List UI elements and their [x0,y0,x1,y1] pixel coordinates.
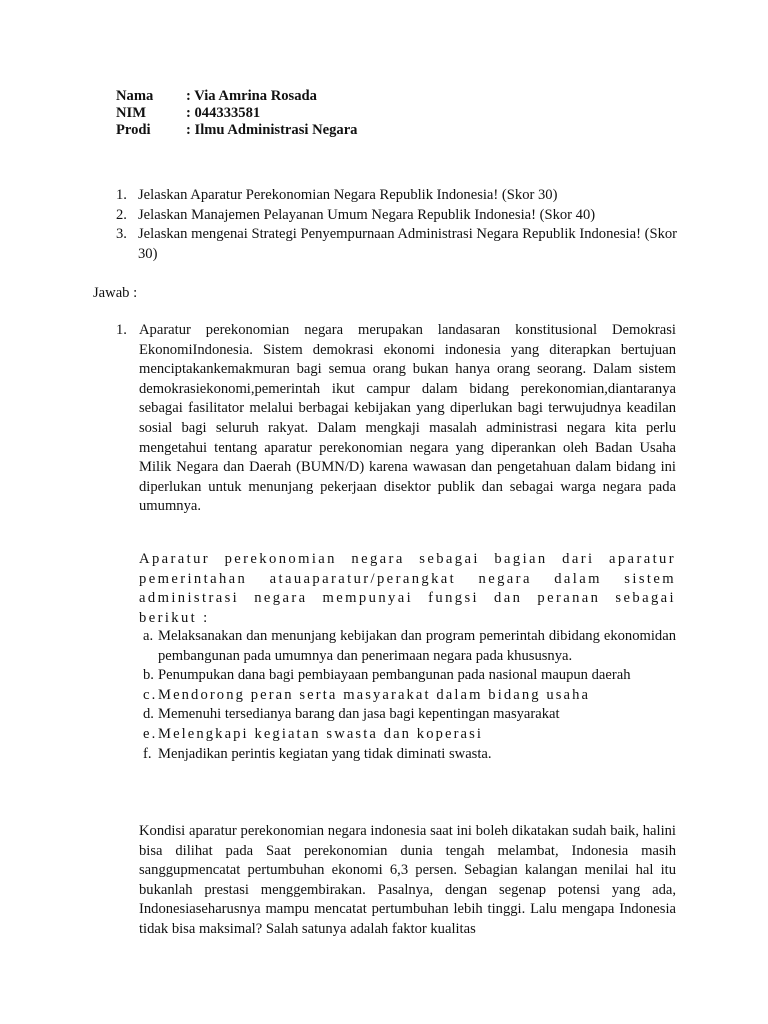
item-letter: c. [143,686,158,703]
nama-value: : Via Amrina Rosada [186,88,317,104]
function-item-e [139,725,676,745]
question-text: Jelaskan mengenai Strategi Penyempurnaan Administrasi Negara Republik Indonesia! (Skor 30) [138,226,678,262]
answer-paragraph-2: Aparatur perekonomian negara sebagai bagian dari aparatur pemerintahan atauaparatur/perangkat negara dalam sistem administrasi negara mempunyai fungsi dan peranan sebagai berikut : [139,551,676,626]
prodi-label: Prodi [116,122,151,138]
question-number: 2. [116,206,127,223]
function-item-c [139,686,676,706]
item-text: Melengkapi kegiatan swasta dan koperasi [158,725,484,742]
item-letter: f. [143,745,152,762]
question-item [116,186,696,206]
question-number: 3. [116,226,127,243]
item-text: Melaksanakan dan menunjang kebijakan dan program pemerintah dibidang ekonomidan pembangunan pada umumnya dan penerimaan negara pada khususnya. [158,628,676,664]
question-text: Jelaskan Manajemen Pelayanan Umum Negara Republik Indonesia! (Skor 40) [138,206,596,223]
nim-label: NIM [116,105,146,121]
prodi-value: : Ilmu Administrasi Negara [186,122,358,138]
answer-paragraph-1: Aparatur perekonomian negara merupakan landasaran konstitusional Demokrasi EkonomiIndonesia. Sistem demokrasi ekonomi indonesia yang diterapkan bertujuan menciptakankemakmuran bagi semua orang bukan hanya orang seorang. Dalam sistem demokrasiekonomi,pemerintah ikut campur dalam bidang perekonomian,diantaranya sebagai fasilitator melalui berbagai kebijakan yang diperlukan bagi terwujudnya keadilan sosial bagi seluruh rakyat. Dalam mengkaji masalah administrasi negara kita perlu mengetahui tentang aparatur perekonomian negara yang diperankan oleh Badan Usaha Milik Negara dan Daerah (BUMN/D) karena wawasan dan pengetahuan dalam bidang ini diperlukan untuk menunjang pekerjaan disektor publik dan sebagai warga negara pada umumnya. [139,322,676,515]
jawab-label: Jawab : [93,285,138,301]
function-list [139,627,676,764]
item-letter: d. [143,706,154,723]
item-text: Memenuhi tersedianya barang dan jasa bagi kepentingan masyarakat [158,706,560,723]
item-text: Menjadikan perintis kegiatan yang tidak diminati swasta. [158,745,492,762]
question-number: 1. [116,187,127,203]
answer-1 [116,321,676,517]
question-item [116,225,696,264]
item-text: Penumpukan dana bagi pembiayaan pembangunan pada nasional maupun daerah [158,667,631,684]
question-text: Jelaskan Aparatur Perekonomian Negara Republik Indonesia! (Skor 30) [138,187,558,203]
function-item-a [139,627,676,666]
question-list [116,186,696,264]
function-item-b [139,666,676,686]
answer-number: 1. [116,322,127,338]
item-letter: e. [143,725,158,742]
nim-value: : 044333581 [186,105,261,121]
item-letter: a. [143,628,154,644]
nama-label: Nama [116,88,154,104]
question-item [116,206,696,226]
item-letter: b. [143,667,154,684]
function-item-f [139,745,676,765]
answer-paragraph-3: Kondisi aparatur perekonomian negara indonesia saat ini boleh dikatakan sudah baik, halini bisa dilihat pada Saat perekonomian dunia tengah melambat, Indonesia masih sanggupmencatat pertumbuhan ekonomi 6,3 persen. Sebagian kalangan menilai hal itu bukanlah prestasi menggembirakan. Pasalnya, dengan segenap potensi yang ada, Indonesiaseharusnya mampu mencatat pertumbuhan lebih tinggi. Lalu mengapa Indonesia tidak bisa maksimal? Salah satunya adalah faktor kualitas [139,823,676,937]
item-text: Mendorong peran serta masyarakat dalam bidang usaha [158,686,591,703]
header-prodi-row [116,121,357,141]
function-item-d [139,705,676,725]
